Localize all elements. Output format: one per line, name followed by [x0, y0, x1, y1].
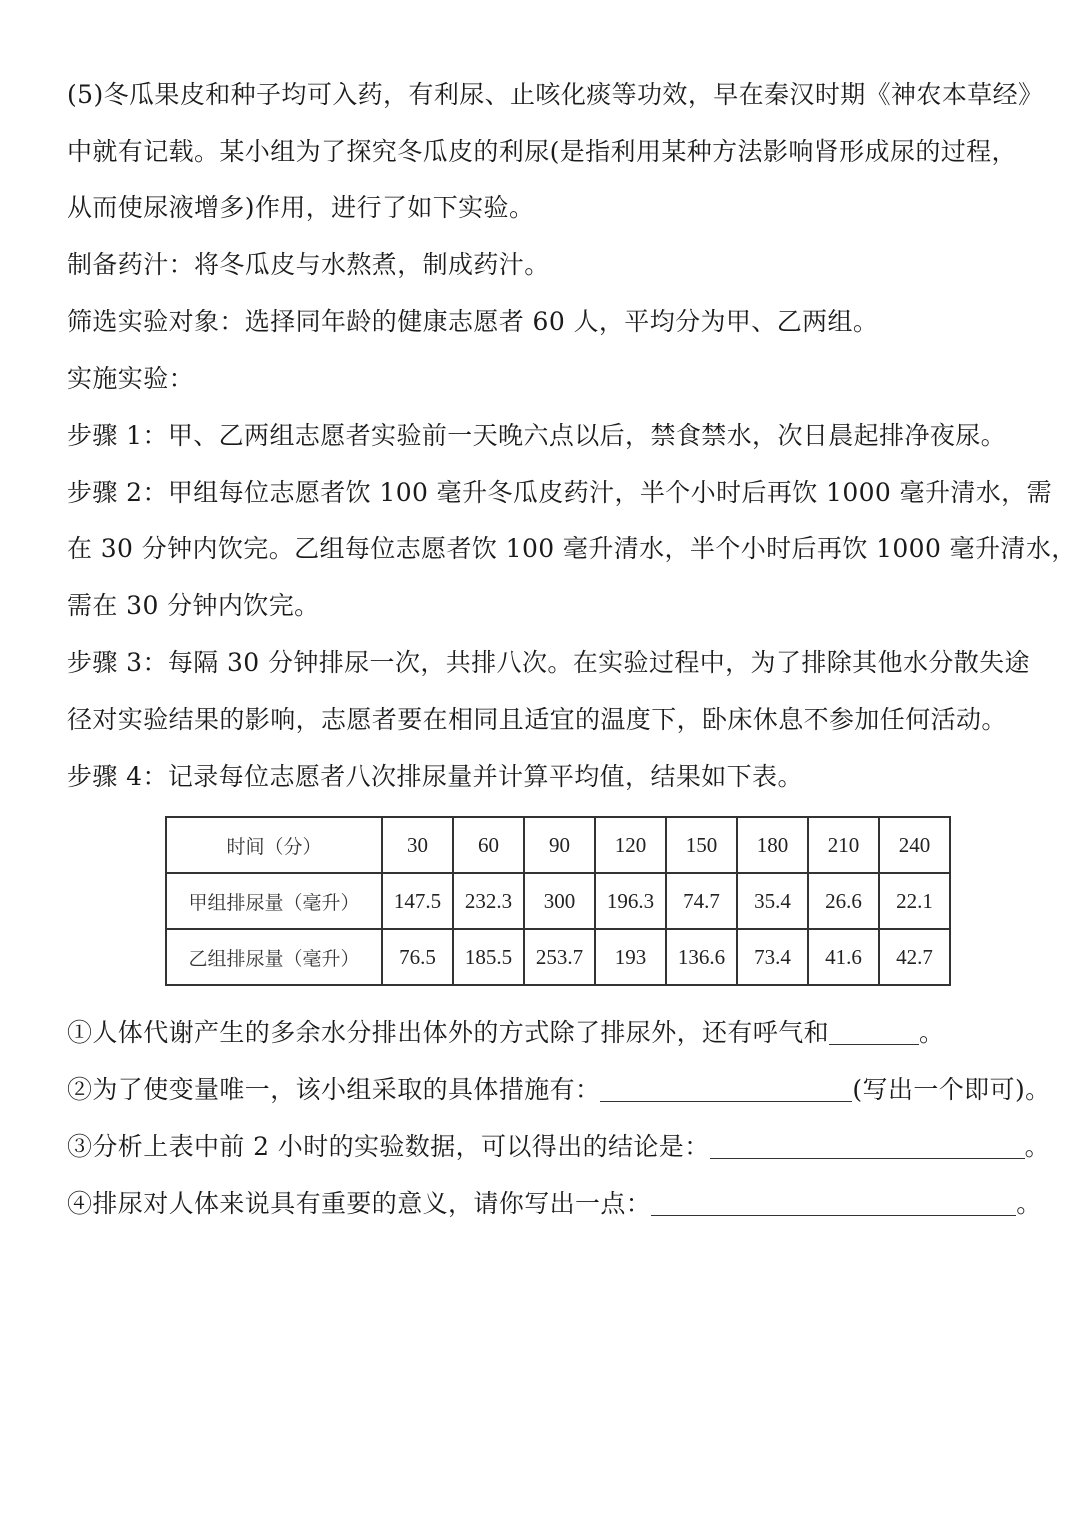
- question-1-end: 。: [919, 1018, 945, 1047]
- question-4: [67, 1188, 1042, 1220]
- intro-line-3: 从而使尿液增多)作用，进行了如下实验。: [67, 193, 535, 222]
- row-label-group-b: 乙组排尿量（毫升）: [166, 929, 382, 985]
- time-cell: 90: [524, 817, 595, 873]
- value-cell: 73.4: [737, 929, 808, 985]
- urine-volume-table: [165, 816, 951, 986]
- value-cell: 41.6: [808, 929, 879, 985]
- answer-blank-4[interactable]: [651, 1189, 1016, 1216]
- value-cell: 196.3: [595, 873, 666, 929]
- question-3: [67, 1131, 1050, 1163]
- question-2-text: ②为了使变量唯一，该小组采取的具体措施有：: [67, 1075, 601, 1104]
- time-cell: 150: [666, 817, 737, 873]
- value-cell: 193: [595, 929, 666, 985]
- step-4: 步骤 4：记录每位志愿者八次排尿量并计算平均值，结果如下表。: [67, 762, 803, 791]
- step-3-line-1: 步骤 3：每隔 30 分钟排尿一次，共排八次。在实验过程中，为了排除其他水分散失途: [67, 648, 1030, 677]
- implement-heading: 实施实验：: [67, 364, 195, 393]
- time-cell: 210: [808, 817, 879, 873]
- value-cell: 185.5: [453, 929, 524, 985]
- time-cell: 30: [382, 817, 453, 873]
- intro-line-1: (5)冬瓜果皮和种子均可入药，有利尿、止咳化痰等功效，早在秦汉时期《神农本草经》: [67, 80, 1044, 109]
- question-2: [67, 1074, 1051, 1106]
- prepare-text: 制备药汁：将冬瓜皮与水熬煮，制成药汁。: [67, 250, 550, 279]
- question-3-text: ③分析上表中前 2 小时的实验数据，可以得出的结论是：: [67, 1132, 710, 1161]
- question-1-text: ①人体代谢产生的多余水分排出体外的方式除了排尿外，还有呼气和: [67, 1018, 830, 1047]
- value-cell: 136.6: [666, 929, 737, 985]
- select-text: 筛选实验对象：选择同年龄的健康志愿者 60 人，平均分为甲、乙两组。: [67, 307, 879, 336]
- step-2-line-3: 需在 30 分钟内饮完。: [67, 591, 320, 620]
- time-cell: 60: [453, 817, 524, 873]
- time-cell: 240: [879, 817, 950, 873]
- time-cell: 120: [595, 817, 666, 873]
- table-header-row: [166, 817, 950, 873]
- value-cell: 300: [524, 873, 595, 929]
- value-cell: 35.4: [737, 873, 808, 929]
- answer-blank-2[interactable]: [600, 1075, 852, 1102]
- table-row-group-b: [166, 929, 950, 985]
- answer-blank-1[interactable]: [829, 1018, 919, 1045]
- question-2-end: (写出一个即可)。: [852, 1075, 1051, 1104]
- question-1: [67, 1017, 944, 1049]
- step-1: 步骤 1：甲、乙两组志愿者实验前一天晚六点以后，禁食禁水，次日晨起排净夜尿。: [67, 421, 1007, 450]
- table-header-label: 时间（分）: [166, 817, 382, 873]
- value-cell: 253.7: [524, 929, 595, 985]
- question-3-end: 。: [1024, 1132, 1051, 1161]
- time-cell: 180: [737, 817, 808, 873]
- table-row-group-a: [166, 873, 950, 929]
- value-cell: 232.3: [453, 873, 524, 929]
- intro-line-2: 中就有记载。某小组为了探究冬瓜皮的利尿(是指利用某种方法影响肾形成尿的过程，: [67, 137, 1017, 166]
- step-2-line-2: 在 30 分钟内饮完。乙组每位志愿者饮 100 毫升清水，半个小时后再饮 1000 毫升清水，: [67, 534, 1077, 563]
- value-cell: 42.7: [879, 929, 950, 985]
- step-3-line-2: 径对实验结果的影响，志愿者要在相同且适宜的温度下，卧床休息不参加任何活动。: [67, 705, 1007, 734]
- question-4-text: ④排尿对人体来说具有重要的意义，请你写出一点：: [67, 1189, 652, 1218]
- row-label-group-a: 甲组排尿量（毫升）: [166, 873, 382, 929]
- value-cell: 76.5: [382, 929, 453, 985]
- value-cell: 26.6: [808, 873, 879, 929]
- value-cell: 22.1: [879, 873, 950, 929]
- value-cell: 147.5: [382, 873, 453, 929]
- value-cell: 74.7: [666, 873, 737, 929]
- question-4-end: 。: [1016, 1189, 1042, 1218]
- step-2-line-1: 步骤 2：甲组每位志愿者饮 100 毫升冬瓜皮药汁，半个小时后再饮 1000 毫升清水，需: [67, 478, 1052, 507]
- answer-blank-3[interactable]: [710, 1132, 1025, 1159]
